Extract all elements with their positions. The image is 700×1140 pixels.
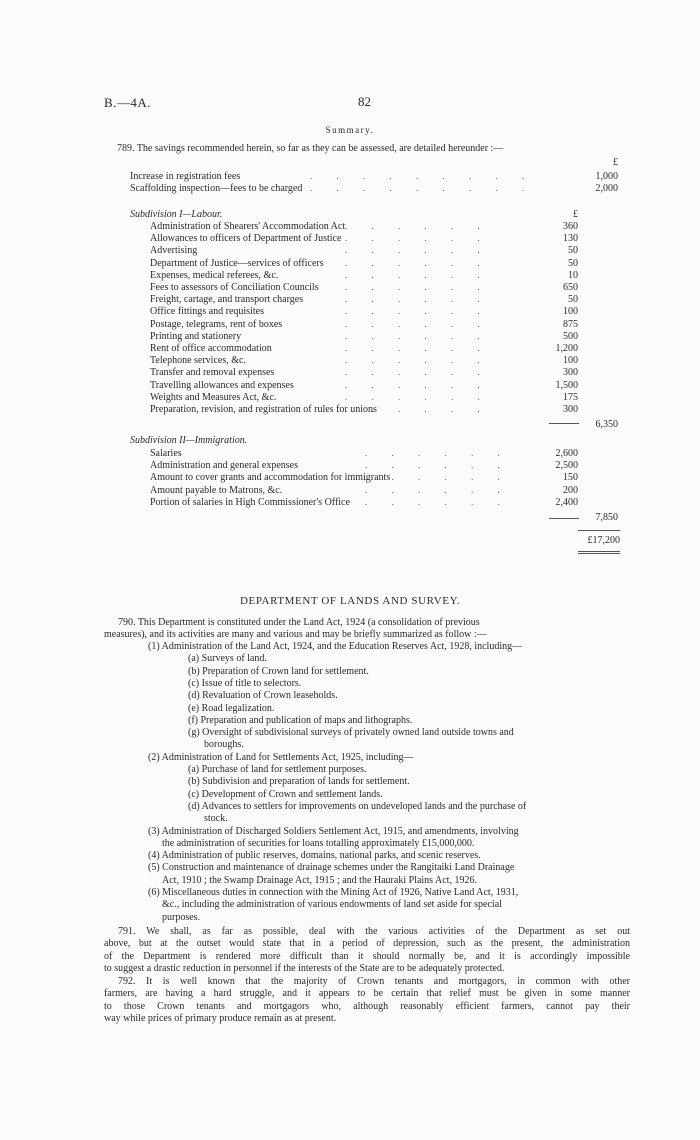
line-item-label: Administration of Shearers' Accommodation Act: [150, 221, 346, 232]
paragraph-line: farmers, are having a hard struggle, and it appears to be certain that relief must be given in some manner: [104, 988, 630, 1000]
double-rule-bottom: [578, 553, 620, 554]
line-item-amount: 1,200: [555, 343, 578, 354]
line-item-label: Allowances to officers of Department of Justice: [150, 233, 342, 245]
summary-item-amount: 1,000: [595, 171, 618, 182]
list-line: (b) Preparation of Crown land for settlement.: [188, 665, 369, 677]
paragraph-line: to suggest a drastic reduction in personnel if the interests of the State are to be adequately protected.: [104, 962, 505, 974]
leader-dots: . . . . . .: [345, 245, 491, 256]
line-item-label: Weights and Measures Act, &c.: [150, 391, 277, 403]
line-item-label: Amount payable to Matrons, &c.: [150, 484, 283, 496]
list-line: (3) Administration of Discharged Soldiers Settlement Act, 1915, and amendments, involving: [148, 825, 519, 837]
leader-dots: . . . . . .: [345, 391, 491, 402]
leader-dots: . . . . . .: [365, 448, 511, 458]
line-item-label: Postage, telegrams, rent of boxes: [150, 318, 283, 330]
summary-intro: 789. The savings recommended herein, so far as they can be assessed, are detailed hereunder :—: [117, 143, 504, 154]
leader-dots: . . . . . .: [345, 294, 491, 305]
line-item-amount: 2,500: [555, 460, 578, 472]
list-line: (a) Surveys of land.: [188, 653, 267, 665]
leader-dots: . . . . . .: [345, 330, 491, 341]
line-item-label: Transfer and removal expenses: [150, 367, 275, 379]
line-item-label: Department of Justice—services of officers: [150, 257, 324, 269]
leader-dots: . . . . . . . . .: [310, 171, 536, 181]
list-line: (1) Administration of the Land Act, 1924, and the Education Reserves Act, 1928, including—: [148, 641, 523, 652]
leader-dots: . . . . . .: [365, 460, 511, 471]
paragraph-790-line1: 790. This Department is constituted under the Land Act, 1924 (a consolidation of previous: [118, 617, 480, 628]
list-line: stock.: [204, 813, 228, 825]
list-line: (b) Subdivision and preparation of lands for settlement.: [188, 776, 410, 788]
line-item-amount: 1,500: [555, 379, 578, 391]
line-item-label: Salaries: [150, 448, 182, 459]
line-item-label: Printing and stationery: [150, 330, 242, 342]
paragraph-line: of the Department is rendered more difficult than it should normally be, and it is accordingly impossible: [104, 950, 630, 962]
paragraph-line: way while prices of primary produce remain as at present.: [104, 1012, 337, 1024]
line-item-amount: 100: [563, 306, 578, 318]
leader-dots: . . . . . .: [345, 318, 491, 329]
paragraph-line: 791. We shall, as far as possible, deal with the various activities of the Department as set out: [118, 926, 630, 937]
line-item-label: Portion of salaries in High Commissioner's Office: [150, 496, 350, 508]
list-line: purposes.: [162, 911, 201, 923]
line-item-label: Advertising: [150, 245, 198, 257]
list-line: (6) Miscellaneous duties in connection with the Mining Act of 1926, Native Land Act, 1931,: [148, 887, 519, 898]
line-item-label: Amount to cover grants and accommodation for immigrants: [150, 472, 391, 484]
list-line: the administration of securities for loans totalling approximately £15,000,000.: [162, 837, 475, 849]
list-line: (d) Revaluation of Crown leaseholds.: [188, 690, 338, 702]
subtotal-rule: [549, 423, 579, 424]
line-item-label: Preparation, revision, and registration of rules for unions: [150, 404, 377, 415]
leader-dots: . . . . . .: [345, 355, 491, 366]
summary-item-label: Increase in registration fees: [130, 171, 241, 182]
line-item-amount: 175: [563, 391, 578, 403]
line-item-label: Office fittings and requisites: [150, 306, 264, 318]
subdivision-labour-title: Subdivision I—Labour.: [130, 209, 223, 220]
leader-dots: . . . . . .: [345, 269, 491, 280]
line-item-amount: 500: [563, 330, 578, 342]
leader-dots: . . . . . .: [365, 496, 511, 507]
leader-dots: . . . . . .: [345, 379, 491, 390]
list-line: (2) Administration of Land for Settlements Act, 1925, including—: [148, 751, 414, 763]
summary-item-label: Scaffolding inspection—fees to be charged: [130, 183, 303, 194]
list-line: (5) Construction and maintenance of drainage schemes under the Rangitaiki Land Drainage: [148, 862, 515, 874]
line-item-amount: 50: [568, 257, 578, 269]
subdivision-labour-currency: £: [573, 209, 578, 220]
list-line: (c) Issue of title to selectors.: [188, 677, 302, 689]
list-line: (g) Oversight of subdivisional surveys of privately owned land outside towns and: [188, 727, 514, 739]
list-line: (c) Development of Crown and settlement lands.: [188, 788, 383, 800]
leader-dots: . . . . . .: [345, 257, 491, 268]
subdivision-immigration-title: Subdivision II—Immigration.: [130, 435, 248, 446]
paragraph-line: 792. It is well known that the majority of Crown tenants and mortgagors, in common with other: [118, 976, 630, 987]
line-item-amount: 360: [563, 221, 578, 232]
leader-dots: . . . . . .: [345, 282, 491, 292]
leader-dots: . . . . . .: [345, 404, 491, 414]
grand-total: £17,200: [587, 535, 620, 546]
subdivision-labour-total: 6,350: [595, 419, 618, 430]
line-item-label: Rent of office accommodation: [150, 343, 272, 354]
paragraph-line: above, but at the outset would state that in a period of depression, such as the present, the administration: [104, 938, 630, 950]
line-item-amount: 650: [563, 282, 578, 293]
line-item-amount: 300: [563, 367, 578, 379]
leader-dots: . . . . . .: [345, 367, 491, 378]
line-item-amount: 2,400: [555, 496, 578, 508]
line-item-label: Freight, cartage, and transport charges: [150, 294, 304, 306]
list-line: (a) Purchase of land for settlement purposes.: [188, 764, 367, 775]
list-line: Act, 1910 ; the Swamp Drainage Act, 1915 ; and the Hauraki Plains Act, 1926.: [162, 874, 477, 886]
line-item-amount: 300: [563, 404, 578, 415]
line-item-amount: 150: [563, 472, 578, 484]
leader-dots: . . . . . .: [345, 233, 491, 244]
line-item-label: Travelling allowances and expenses: [150, 379, 294, 391]
paragraph-line: to those Crown tenants and mortgagors who, although reasonably efficient farmers, cannot pay their: [104, 1000, 630, 1012]
summary-title: Summary.: [325, 125, 375, 135]
leader-dots: . . . . . .: [345, 306, 491, 317]
total-rule: [578, 530, 620, 531]
line-item-label: Telephone services, &c.: [150, 355, 246, 367]
list-line: (d) Advances to settlers for improvements on undeveloped lands and the purchase of: [188, 800, 527, 812]
double-rule-top: [578, 551, 620, 552]
subdivision-immigration-total: 7,850: [595, 512, 618, 523]
line-item-amount: 10: [568, 269, 578, 281]
paragraph-790-line2: measures), and its activities are many and various and may be briefly summarized as follow :—: [104, 629, 487, 640]
page-reference: B.—4A.: [104, 95, 152, 110]
line-item-label: Fees to assessors of Conciliation Councils: [150, 282, 319, 293]
line-item-amount: 130: [563, 233, 578, 245]
list-line: &c., including the administration of various endowments of land set aside for special: [162, 899, 502, 911]
line-item-amount: 875: [563, 318, 578, 330]
leader-dots: . . . . . .: [345, 343, 491, 353]
list-line: (f) Preparation and publication of maps and lithographs.: [188, 714, 413, 726]
list-line: (e) Road legalization.: [188, 702, 275, 714]
list-line: boroughs.: [204, 739, 244, 751]
leader-dots: . . . . . . . . .: [310, 183, 536, 193]
list-line: (4) Administration of public reserves, domains, national parks, and scenic reserves.: [148, 850, 481, 862]
line-item-amount: 50: [568, 245, 578, 257]
line-item-amount: 2,600: [555, 448, 578, 459]
leader-dots: . . . . . .: [345, 221, 491, 231]
leader-dots: . . . . . .: [365, 484, 511, 495]
summary-item-amount: 2,000: [595, 183, 618, 194]
line-item-label: Administration and general expenses: [150, 460, 299, 472]
page-number: 82: [358, 94, 371, 109]
line-item-amount: 200: [563, 484, 578, 496]
currency-symbol: £: [613, 157, 618, 168]
line-item-amount: 50: [568, 294, 578, 306]
leader-dots: . . . . . .: [365, 472, 511, 483]
lands-heading: DEPARTMENT OF LANDS AND SURVEY.: [239, 595, 461, 607]
line-item-amount: 100: [563, 355, 578, 367]
subtotal-rule: [549, 518, 579, 519]
line-item-label: Expenses, medical referees, &c.: [150, 269, 279, 281]
